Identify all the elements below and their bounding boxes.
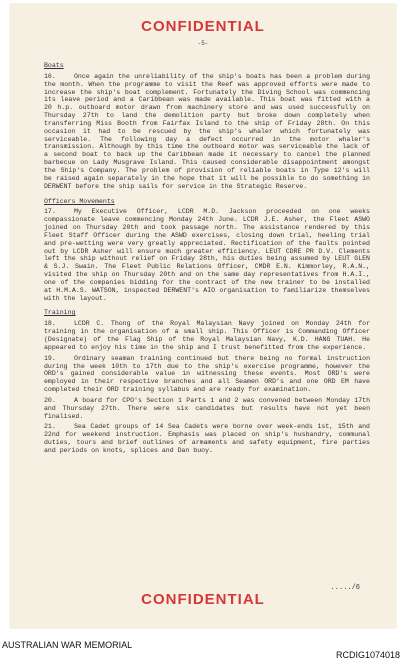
paragraph-text: Ordinary seaman training continued but there being no formal instruction during the week 10th to 17th due to the ship's exercise programme, however the ORD's gained considerable value in witnessing these events. Most ORD's were employed in their respective branches and all Seamen ORD's and one ORD EM have completed their ORD training syllabus and are ready for examination.: [44, 354, 370, 394]
confidential-stamp-top: CONFIDENTIAL: [141, 18, 265, 35]
continued-marker: ...../6: [330, 584, 360, 592]
paragraph-number: 17.: [44, 208, 56, 216]
section-heading-training: Training: [44, 309, 76, 317]
paragraph-number: 19.: [44, 354, 56, 362]
paragraph-number: 21.: [44, 423, 56, 431]
paragraph-18: [44, 320, 370, 351]
paragraph-number: 18.: [44, 320, 56, 328]
paragraph-text: LCDR C. Thong of the Royal Malaysian Navy joined on Monday 24th for training in the organisation of a small ship. This Officer is Commanding Officer (Designate) of the Flag Ship of the Royal Malaysian Navy, K.D. HANG TUAH. He appeared to enjoy his time in the ship and I trust benefitted from the experience.: [44, 320, 370, 351]
page-number: -5-: [197, 40, 209, 47]
paragraph-21: [44, 423, 370, 454]
document-page: [10, 4, 396, 628]
record-id: RCDIG1074018: [335, 650, 400, 660]
section-heading-officers-movements: Officers Movements: [44, 197, 115, 205]
paragraph-text: My Executive Officer, LCDR M.D. Jackson proceeded on one weeks compassionate leave commencing Monday 24th June. LCDR J.E. Asher, the Fleet ASWO joined on Thursday 20th and took passage north. The assistance rendered by this Fleet Staff Officer during the ASWD exercises, closing down trial, heeling trial and pre-wetting were very greatly appreciated. Rectification of the faults pointed out by LCDR Asher will ensure much greater efficiency. LEUT CDRE PR D.V. Clements left the ship without relief on Friday 28th, his duties being assumed by LEUT GLEN & S.J. Swain. The Fleet Public Relations Officer, CMDR E.N. Kimmorley, R.A.N., visited the ship on Thursday 20th and on the same day representatives from H.A.I., one of the companies bidding for the contract of the new trainer to be installed at H.M.A.S. WATSON, inspected DERWENT's AIO organisation to familiarize themselves with the layout.: [44, 208, 370, 302]
paragraph-number: 20.: [44, 396, 56, 404]
archive-name: AUSTRALIAN WAR MEMORIAL: [2, 640, 133, 650]
paragraph-text: A board for CPO's Section 1 Parts 1 and 2 was convened between Monday 17th and Thursday 27th. There were six candidates but results have not yet been finalised.: [44, 396, 370, 420]
paragraph-20: [44, 397, 370, 421]
paragraph-text: Sea Cadet groups of 14 Sea Cadets were borne over week-ends 1st, 15th and 22nd for weekend instruction. Emphasis was placed on ship's husbandry, communal duties, tours and brief outlines of armaments and safety equipment, fire parties and periods on knots, splices and Dan buoy.: [44, 423, 370, 454]
confidential-stamp-bottom: CONFIDENTIAL: [141, 591, 265, 608]
paragraph-17: [44, 208, 370, 302]
paragraph-19: [44, 355, 370, 394]
paragraph-16: [44, 73, 370, 191]
document-body: [44, 62, 370, 455]
paragraph-text: Once again the unreliability of the ship's boats has been a problem during the month. When the programme to visit the Reef was approved efforts were made to increase the ship's boat complement. Fortunately the Diving School was commencing its leave period and a Caribbean was made available. This boat was fitted with a 20 h.p. outboard motor drawn from machinery store and was used successfully on Thursday 27th to land the demolition party but broke down completely when transferring Miss Booth from Fairfax Island to the ship of Friday 28th. On this occasion it had to be rescued by the ship's whaler which fortunately was serviceable. The following day a defect occurred in the motor whaler's transmission. Although by this time the outboard motor was serviceable the lack of a second boat to back up the Caribbean made it necessary to cancel the planned barbecue on Lady Musgrave Island. This caused considerable disappointment amongst the Ship's Company. The problem of provision of reliable boats in Type 12's will be raised again separately in the hope that it will be possible to do something in DERWENT before the ship sails for service in the Strategic Reserve.: [44, 72, 370, 190]
paragraph-number: 16.: [44, 72, 56, 80]
section-heading-boats: Boats: [44, 62, 64, 69]
